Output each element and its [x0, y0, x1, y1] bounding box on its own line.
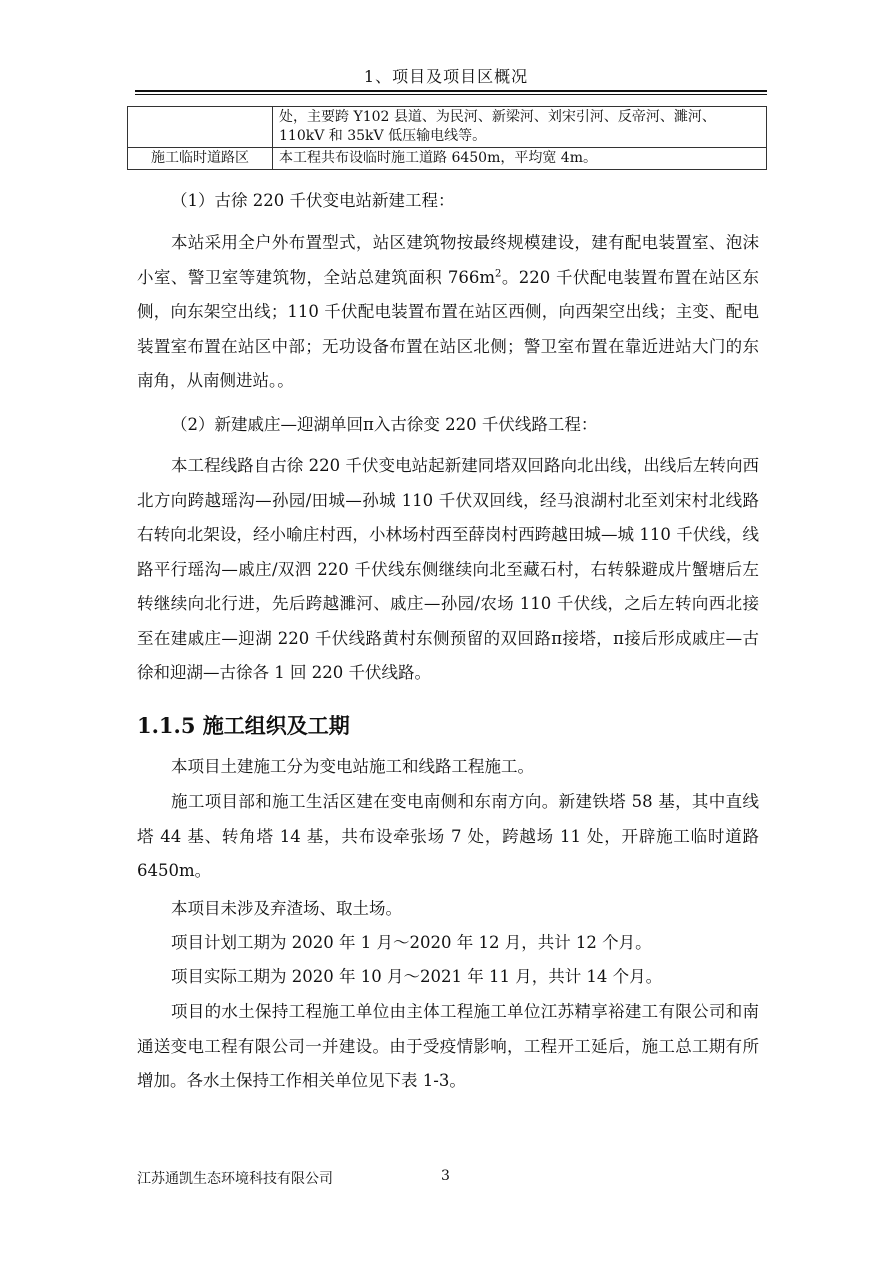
- table-row: [128, 107, 767, 148]
- paragraph: 施工项目部和施工生活区建在变电南侧和东南方向。新建铁塔 58 基，其中直线塔 44 基、转角塔 14 基，共布设牵张场 7 处，跨越场 11 处，开辟施工临时道路 6450m。: [137, 792, 759, 880]
- table-cell-label: [128, 107, 273, 148]
- table-cell-content: 处，主要跨 Y102 县道、为民河、新梁河、刘宋引河、反帝河、濉河、110kV 和 35kV 低压输电线等。: [273, 107, 767, 148]
- paragraph-line: 本工程线路自古徐 220 千伏变电站起新建同塔双回路向北出线，出线后左转向西北方向跨越瑶沟—孙园/田城—孙城 110 千伏双回线，经马浪湖村北至刘宋村北线路右转向北架设，经小喻庄村西，小林场村西至薛岗村西跨越田城—城 110 千伏线，线路平行瑶沟—戚庄/双泗 220 千伏线东侧继续向北至藏石村，右转躲避成片蟹塘后左转继续向北行进，先后跨越濉河、戚庄—孙园/农场 110 千伏线，之后左转向西北接至在建戚庄—迎湖 220 千伏线路黄村东侧预留的双回路π接塔，π接后形成戚庄—古徐和迎湖—古徐各 1 回 220 千伏线路。: [137, 456, 759, 682]
- footer-company: 江苏通凯生态环境科技有限公司: [137, 1171, 333, 1187]
- paragraph: 本项目未涉及弃渣场、取土场。: [171, 899, 402, 918]
- paragraph: 本项目土建施工分为变电站施工和线路工程施工。: [171, 757, 534, 776]
- paragraph-text: 。220 千伏配电装置布置在站区东侧，向东架空出线；110 千伏配电装置布置在站区西侧，向西架空出线；主变、配电装置室布置在站区中部；无功设备布置在站区北侧；警卫室布置在靠近进站大门的东南角，从南侧进站。。: [137, 267, 759, 390]
- superscript: 2: [495, 268, 502, 279]
- table-cell-content: 本工程共布设临时施工道路 6450m，平均宽 4m。: [273, 148, 767, 170]
- header-rule-thick: [135, 90, 767, 92]
- table-row: [128, 148, 767, 170]
- paragraph-substation: [137, 226, 759, 399]
- paragraph: 项目计划工期为 2020 年 1 月～2020 年 12 月，共计 12 个月。: [171, 933, 652, 952]
- paragraph-text: 本站采用全户外布置型式，站区建筑物按最终规模建设，建有配电装置室、泡沫小室、警卫室等建筑物，全站总建筑面积 766m: [137, 233, 759, 287]
- section-heading: 1.1.5 施工组织及工期: [137, 713, 350, 738]
- paragraph: 项目的水土保持工程施工单位由主体工程施工单位江苏精享裕建工有限公司和南通送变电工程有限公司一并建设。由于受疫情影响，工程开工延后，施工总工期有所增加。各水土保持工作相关单位见下表 1-3。: [137, 1002, 759, 1090]
- paragraph: 项目实际工期为 2020 年 10 月～2021 年 11 月，共计 14 个月。: [171, 967, 663, 986]
- area-table: [127, 106, 767, 170]
- header-rule-thin: [135, 94, 767, 95]
- header-title: 1、项目及项目区概况: [363, 67, 529, 86]
- page-number: 3: [441, 1168, 450, 1184]
- table-cell-label: 施工临时道路区: [128, 148, 273, 170]
- subsection-title-line: （2）新建戚庄—迎湖单回π入古徐变 220 千伏线路工程：: [171, 415, 598, 434]
- subsection-title-substation: （1）古徐 220 千伏变电站新建工程：: [171, 191, 455, 210]
